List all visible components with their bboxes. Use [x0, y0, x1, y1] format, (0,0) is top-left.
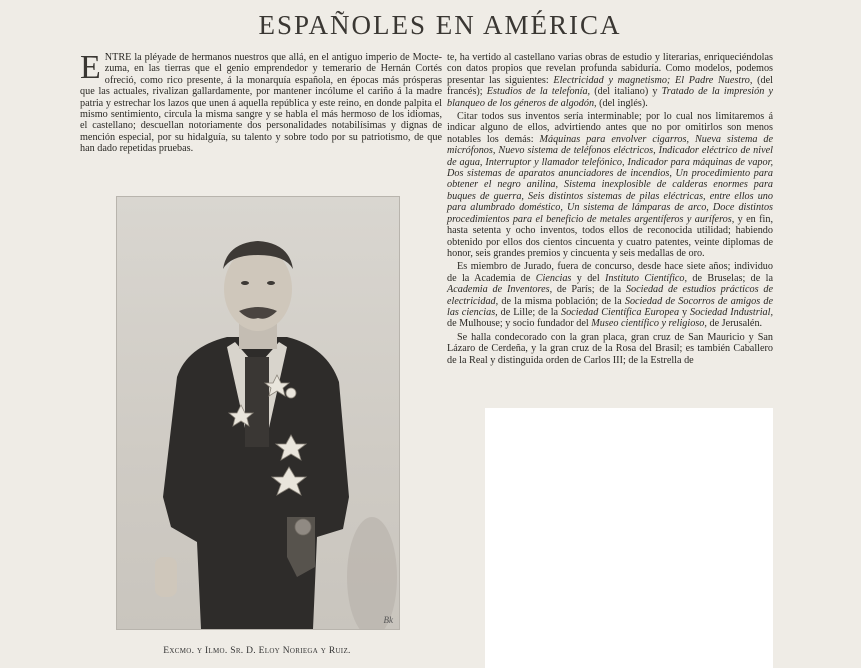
photo-caption: Excmo. y Ilmo. Sr. D. Eloy Noriega y Ruiz.: [163, 646, 351, 656]
text-run: (del italiano) y: [590, 86, 662, 98]
text-run: de la misma población; de la: [498, 295, 625, 307]
italic-name: Instituto Científico,: [605, 272, 688, 284]
text-run: de París; de la: [552, 284, 626, 296]
italic-name: Sociedad de Socorros de amigos de las ciencias,: [447, 295, 773, 318]
italic-name: Museo científico y religioso,: [591, 318, 707, 330]
italic-title: Tratado de la impresión y blanqueo de los géneros de algodón,: [447, 86, 773, 109]
text-run: de Bruselas; de la: [687, 272, 774, 284]
text-run: de Jerusalén.: [706, 318, 763, 330]
italic-inventions-list: Máquinas para envolver cigarros, Nueva sistema de micrófonos, Nuevo sistema de teléfonos eléctricos, Indicador eléctrico de nivel de agua, Interruptor y llamador telefónico, Indicador para máquinas de vapor, Dos sistemas de aparatos anunciadores de incendios, Un procedimiento para obtener el negro anilina, Sistema inexplosible de calderas enormes para buques de guerra, Seis distintos sistemas de pilas eléctricas, entre ellos uno para alumbrado doméstico, Un sistema de lámparas de arco, Doce distintos procedimientos para el beneficio de metales argentíferos y auríferos,: [447, 133, 774, 225]
photographer-signature: Bk: [383, 615, 393, 625]
italic-name: Sociedad Industrial,: [690, 306, 773, 318]
text-run: (del inglés).: [596, 97, 648, 109]
italic-title: Estudios de la telefonía,: [486, 86, 591, 98]
right-column: [447, 52, 773, 368]
italic-name: Ciencias: [535, 272, 572, 284]
italic-title: Electricidad y magnetismo; El Padre Nuestro,: [553, 74, 753, 86]
paragraph-translations: [447, 52, 773, 109]
paragraph-memberships: [447, 261, 773, 329]
blank-area: [485, 408, 773, 668]
portrait-illustration: [117, 197, 399, 629]
italic-name: Academia de Inventores,: [447, 284, 553, 296]
intro-text: NTRE la pléyade de hermanos nuestros que allá, en el antiguo imperio de Mocte-zuma, en las tierras que el genio emprendedor y temerario de Hernán Cortés ofreció, como rico presente, á la monarquía española, en épocas más prósperas que las actuales, rivalizan gallardamente, por mantener incólume el cariño á la madre patria y estrechar los lazos que unen á aquella república y este reino, en donde palpita el mismo sentimiento, circula la misma sangre y se habla el más hermoso de los idiomas, el castellano; descuellan notoriamente dos personalidades notabilísimas y dignas de mención especial, por su hidalguía, su talento y sobre todo por su patriotismo, de que han dado repetidas pruebas.: [80, 52, 442, 155]
text-run: de Mulhouse; y socio fundador del: [447, 318, 592, 330]
text-run: y: [679, 306, 690, 318]
italic-name: Sociedad de estudios prácticos de electricidad,: [447, 284, 773, 307]
intro-paragraph: [80, 49, 442, 155]
text-run: y en fin, hasta setenta y ocho inventos, todos ellos de reconocida utilidad; habiendo obtenido por ellos dos cientos cincuenta y cuatro patentes, veinte diplomas de honor, seis grandes premios y cincuenta y seis medallas de oro.: [447, 213, 773, 259]
text-run: y del: [571, 272, 606, 284]
left-column: [80, 49, 442, 157]
italic-name: Sociedad Científica Europea: [560, 306, 680, 318]
paragraph-inventions: [447, 111, 773, 259]
text-run: de Lille; de la: [497, 306, 561, 318]
text-run: Es miembro de Jurado, fuera de concurso, desde hace siete años; individuo de la Academia de: [447, 261, 773, 284]
drop-cap: E: [80, 49, 101, 86]
text-run: te, ha vertido al castellano varias obras de estudio y literarias, enriqueciéndolas con datos propios que revelan profunda sabiduría. Como modelos, podemos presentar las siguientes:: [447, 52, 773, 86]
text-run: (del francés);: [447, 74, 774, 98]
paragraph-decorations: Se halla condecorado con la gran placa, gran cruz de San Mauricio y San Lázaro de Cerdeña, y la gran cruz de la Rosa del Brasil; es también Caballero de la Real y distinguida orden de Carlos III; de la Estrella de: [447, 331, 773, 366]
text-run: Citar todos sus inventos sería interminable; por lo cual nos limitaremos á indicar alguno de ellos, advirtiendo antes que no por omitirlos son menos notables los demás:: [447, 111, 773, 145]
page-title: ESPAÑOLES EN AMÉRICA: [258, 10, 622, 40]
portrait-photo: [116, 196, 400, 630]
